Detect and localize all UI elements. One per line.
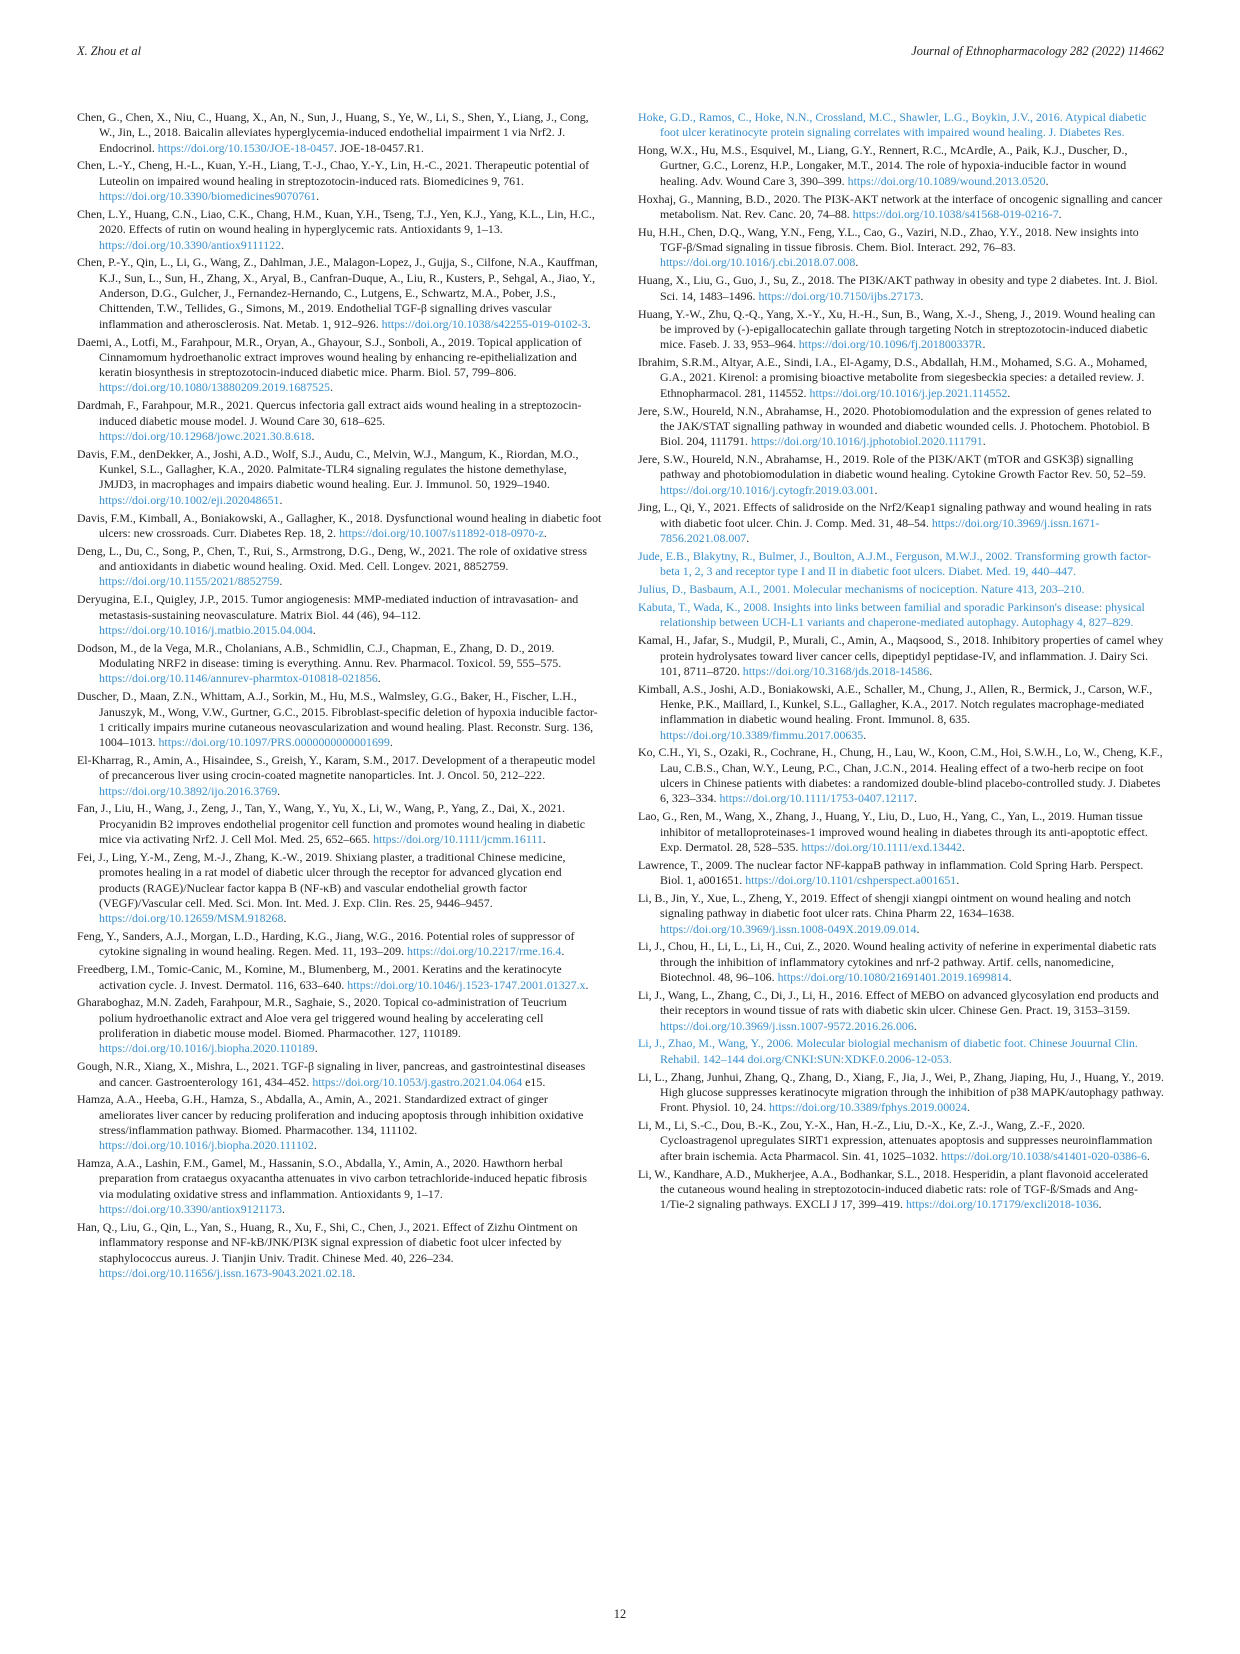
doi-link[interactable]: https://doi.org/10.1038/s41401-020-0386-6 (941, 1148, 1147, 1163)
reference-entry (77, 255, 603, 331)
reference-text: Gharaboghaz, M.N. Zadeh, Farahpour, M.R., Saghaie, S., 2020. Topical co-administration of Teucrium polium hydroethanolic extract and Aloe vera gel triggered wound healing by accelerating cell proliferation in diabetic mouse model. Biomed. Pharmacother. 127, 110189. (77, 995, 567, 1041)
reference-text: Hu, H.H., Chen, D.Q., Wang, Y.N., Feng, Y.L., Cao, G., Vaziri, N.D., Zhao, Y.Y., 2018. New insights into TGF-β/Smad signaling in tissue fibrosis. Chem. Biol. Interact. 292, 76–83. (638, 224, 1139, 255)
reference-entry (638, 192, 1164, 223)
reference-text: Hamza, A.A., Lashin, F.M., Gamel, M., Hassanin, S.O., Abdalla, Y., Amin, A., 2020. Hawthorn herbal preparation from crataegus oxyacantha attenuates in vivo carbon tetrachloride-induced hepatic fibrosis via modulating oxidative stress and inflammation. Antioxidants 9, 1–17. (77, 1156, 587, 1201)
references-column-right (638, 110, 1164, 1215)
reference-text: Huang, X., Liu, G., Guo, J., Su, Z., 2018. The PI3K/AKT pathway in obesity and type 2 diabetes. Int. J. Biol. Sci. 14, 1483–1496. (638, 273, 1158, 303)
reference-text: Kamal, H., Jafar, S., Mudgil, P., Murali, C., Amin, A., Maqsood, S., 2018. Inhibitory properties of camel whey protein hydrolysates toward liver cancer cells, dipeptidyl peptidase-IV, and inflammation. J. Dairy Sci. 101, 8711–8720. (638, 633, 1164, 678)
doi-link[interactable]: https://doi.org/10.1016/j.biopha.2020.110189 (99, 1041, 315, 1056)
reference-entry (638, 809, 1164, 855)
doi-link[interactable]: https://doi.org/10.1007/s11892-018-0970-z (339, 525, 544, 540)
reference-entry[interactable] (638, 549, 1164, 580)
reference-text: Fan, J., Liu, H., Wang, J., Zeng, J., Tan, Y., Wang, Y., Yu, X., Li, W., Wang, P., Yang, Z., Dai, X., 2021. Procyanidin B2 improves endothelial progenitor cell function and promotes wound healing in diabetic mice via activating Nrf2. J. Cell Mol. Med. 25, 652–665. (77, 801, 586, 847)
reference-suffix: . (920, 288, 924, 303)
reference-entry (77, 641, 603, 687)
reference-text: Huang, Y.-W., Zhu, Q.-Q., Yang, X.-Y., Xu, H.-H., Sun, B., Wang, X.-J., Sheng, J., 2019. Wound healing can be improved by (-)-epigallocatechin gallate through targeting Notch in streptozotocin-induced diabetic mice. Faseb. J. 33, 953–964. (638, 306, 1156, 352)
reference-text: Hamza, A.A., Heeba, G.H., Hamza, S., Abdalla, A., Amin, A., 2021. Standardized extract of ginger ameliorates liver cancer by reducing proliferation and inducing apoptosis through inhibition oxidative stress/inflammation pathway. Biomed. Pharmacother. 134, 111102. (77, 1092, 584, 1137)
doi-link[interactable]: https://doi.org/10.1016/j.jep.2021.114552 (809, 385, 1008, 400)
reference-entry (638, 1167, 1164, 1213)
reference-entry[interactable] (638, 1036, 1164, 1067)
reference-suffix: . (863, 727, 867, 742)
reference-suffix: . (281, 237, 285, 252)
reference-text: Jere, S.W., Houreld, N.N., Abrahamse, H., 2020. Photobiomodulation and the expression of genes related to the JAK/STAT signalling pathway in wounded and diabetic wounded cells. J. Photochem. Photobiol. B Biol. 204, 111791. (638, 403, 1152, 449)
reference-entry (638, 988, 1164, 1034)
page-number: 12 (613, 1607, 627, 1621)
reference-entry (77, 929, 603, 960)
doi-link[interactable]: https://doi.org/10.3390/biomedicines9070761 (99, 189, 317, 204)
doi-link[interactable]: https://doi.org/10.1002/eji.202048651 (99, 492, 280, 507)
doi-link[interactable]: https://doi.org/10.1046/j.1523-1747.2001.01327.x (347, 977, 586, 992)
reference-suffix: . (585, 977, 589, 992)
reference-entry (638, 682, 1164, 743)
doi-link[interactable]: https://doi.org/10.2217/rme.16.4 (407, 944, 562, 959)
doi-link[interactable]: https://doi.org/10.1111/jcmm.16111 (373, 832, 543, 847)
doi-link[interactable]: https://doi.org/10.1016/j.cbi.2018.07.008 (660, 255, 856, 270)
reference-text: Davis, F.M., denDekker, A., Joshi, A.D., Wolf, S.J., Audu, C., Melvin, W.J., Mangum, K., Riordan, M.O., Kunkel, S.L., Gallagher, K.A., 2020. Palmitate-TLR4 signaling regulates the histone demethylase, JMJD3, in macrophages and impairs diabetic wound healing. Eur. J. Immunol. 50, 1929–1940. (77, 446, 579, 492)
header-journal: Journal of Ethnopharmacology 282 (2022) 114662 (911, 44, 1164, 58)
reference-entry (638, 1070, 1164, 1116)
reference-entry (638, 633, 1164, 679)
reference-entry (77, 544, 603, 590)
reference-entry (77, 962, 603, 993)
reference-text: Chen, P.-Y., Qin, L., Li, G., Wang, Z., Dahlman, J.E., Malagon-Lopez, J., Gujja, S., Cilfone, N.A., Kauffman, K.J., Sun, L., Sun, H., Zhang, X., Aryal, B., Canfran-Duque, A., Liu, R., Kusters, P., Sehgal, A., Jiao, Y., Anderson, D.G., Gulcher, J., Fernandez-Hernando, C., Lutgens, E., Schwartz, M.A., Pober, J.S., Chittenden, T.W., Tellides, G., Simons, M., 2019. Endothelial TGF-β signalling drives vascular inflammation and atherosclerosis. Nat. Metab. 1, 912–926. (77, 255, 598, 331)
reference-entry (77, 398, 603, 444)
reference-entry (638, 858, 1164, 889)
doi-link[interactable]: https://doi.org/10.12968/jowc.2021.30.8.618 (99, 428, 312, 443)
reference-suffix: . (377, 671, 381, 686)
doi-link[interactable]: https://doi.org/10.1016/j.cytogfr.2019.03.001 (660, 482, 875, 497)
reference-entry (638, 891, 1164, 937)
reference-text: Ko, C.H., Yi, S., Ozaki, R., Cochrane, H., Chung, H., Lau, W., Koon, C.M., Hoi, S.W.H., Lo, W., Cheng, K.F., Lau, C.B.S., Chan, W.Y., Leung, P.C., Chan, J.C.N., 2014. Healing effect of a two-herb recipe on foot ulcers in Chinese patients with diabetes: a randomized double-blind placebo-controlled study. J. Diabetes 6, 323–334. (638, 745, 1163, 806)
doi-link[interactable]: https://doi.org/10.1016/j.jphotobiol.2020.111791 (750, 434, 983, 449)
doi-link[interactable]: https://doi.org/10.1530/JOE-18-0457 (157, 140, 334, 155)
doi-link[interactable]: https://doi.org/10.3389/fimmu.2017.00635 (660, 727, 864, 742)
reference-suffix: . (312, 622, 316, 637)
reference-suffix: . (916, 921, 920, 936)
reference-text: Julius, D., Basbaum, A.I., 2001. Molecular mechanisms of nociception. Nature 413, 203–210. (638, 582, 1085, 597)
doi-link[interactable]: https://doi.org/10.7150/ijbs.27173 (758, 288, 921, 303)
reference-suffix: . (929, 663, 933, 678)
reference-text: Jere, S.W., Houreld, N.N., Abrahamse, H., 2019. Role of the PI3K/AKT (mTOR and GSK3β) signalling pathway and photobiomodulation in diabetic wound healing. Cytokine Growth Factor Rev. 50, 52–59. (638, 451, 1147, 482)
reference-suffix: . (982, 434, 986, 449)
reference-text: Li, J., Zhao, M., Wang, Y., 2006. Molecular biologial mechanism of diabetic foot. Chinese Jouurnal Clin. Rehabil. 142–144 doi.org/CNKI:SUN:XDKF.0.2006-12-053. (638, 1036, 1138, 1066)
reference-entry (77, 592, 603, 638)
doi-link[interactable]: https://doi.org/10.3389/fphys.2019.00024 (769, 1100, 967, 1115)
reference-entry (638, 225, 1164, 271)
reference-suffix: . (982, 337, 986, 352)
reference-entry (77, 1092, 603, 1153)
reference-text: Han, Q., Liu, G., Qin, L., Yan, S., Huang, R., Xu, F., Shi, C., Chen, J., 2021. Effect of Zizhu Ointment on inflammatory response and NF-kB/JNK/PI3K signal expression of diabetic foot ulcer infected by staphylococcus aureus. J. Tianjin Univ. Tradit. Chinese Med. 40, 226–234. (77, 1219, 578, 1265)
reference-entry (77, 110, 603, 156)
reference-suffix: . (352, 1265, 356, 1280)
reference-text: Fei, J., Ling, Y.-M., Zeng, M.-J., Zhang, K.-W., 2019. Shixiang plaster, a traditional Chinese medicine, promotes healing in a rat model of diabetic ulcer through the receptor for advanced glycation end products (RAGE)/Nuclear factor kappa B (NF-κB) and vascular endothelial growth factor (VEGF)/Vascular cell. Med. Sci. Mon. Int. Med. J. Exp. Clin. Res. 25, 9446–9457. (77, 849, 566, 910)
reference-text: Jude, E.B., Blakytny, R., Bulmer, J., Boulton, A.J.M., Ferguson, M.W.J., 2002. Transforming growth factor-beta 1, 2, 3 and receptor type I and II in diabetic foot ulcers. Diabet. Med. 19, 440–447. (638, 548, 1152, 579)
reference-text: El-Kharrag, R., Amin, A., Hisaindee, S., Greish, Y., Karam, S.M., 2017. Development of a therapeutic model of precancerous liver using crocin-coated magnetite nanoparticles. Int. J. Oncol. 50, 212–222. (77, 753, 596, 783)
doi-link[interactable]: https://doi.org/10.3969/j.issn.1008-049X.2019.09.014 (660, 921, 917, 936)
doi-link[interactable]: https://doi.org/10.3892/ijo.2016.3769 (99, 783, 278, 798)
reference-suffix: . (913, 1018, 917, 1033)
reference-entry (638, 745, 1164, 806)
reference-entry (638, 1118, 1164, 1164)
reference-suffix: . (1008, 970, 1012, 985)
reference-suffix: . (279, 574, 283, 589)
doi-link[interactable]: https://doi.org/10.1155/2021/8852759 (99, 574, 280, 589)
header-authors: X. Zhou et al (77, 44, 142, 58)
reference-entry (638, 939, 1164, 985)
reference-text: Li, J., Wang, L., Zhang, C., Di, J., Li, H., 2016. Effect of MEBO on advanced glycosylation end products and their receptors in wound tissue of rats with diabetic skin ulcer. Chinese Gen. Pract. 19, 3153–3159. (638, 987, 1159, 1018)
reference-entry (638, 500, 1164, 546)
reference-text: Feng, Y., Sanders, A.J., Morgan, L.D., Harding, K.G., Jiang, W.G., 2016. Potential roles of suppressor of cytokine signaling in wound healing. Regen. Med. 11, 193–209. (77, 929, 575, 959)
doi-link[interactable]: https://doi.org/10.1089/wound.2013.0520 (847, 173, 1046, 188)
reference-text: Li, L., Zhang, Junhui, Zhang, Q., Zhang, D., Xiang, F., Jia, J., Wei, P., Zhang, Jiaping, Hu, J., Huang, Y., 2019. High glucose suppresses keratinocyte migration through the inhibition of p38 MAPK/autophagy pathway. Front. Physiol. 10, 24. (638, 1069, 1164, 1115)
reference-suffix: . (746, 531, 750, 546)
reference-text: Li, B., Jin, Y., Xue, L., Zheng, Y., 2019. Effect of shengji xiangpi ointment on wound healing and notch signaling pathway in diabetic foot ulcer rats. China Pharm 22, 1634–1638. (638, 890, 1131, 921)
doi-link[interactable]: https://doi.org/10.1080/13880209.2019.1687525 (99, 380, 330, 395)
reference-entry (638, 355, 1164, 401)
doi-link[interactable]: https://doi.org/10.1016/j.biopha.2020.111102 (99, 1138, 314, 1153)
reference-suffix: . (1098, 1197, 1102, 1212)
reference-suffix: . (1058, 206, 1062, 221)
reference-text: Dardmah, F., Farahpour, M.R., 2021. Quercus infectoria gall extract aids wound healing in a streptozocin-induced diabetic mouse model. J. Wound Care 30, 618–625. (77, 398, 582, 428)
doi-link[interactable]: https://doi.org/10.1097/PRS.0000000000001699 (158, 735, 390, 750)
doi-link[interactable]: https://doi.org/10.1053/j.gastro.2021.04.064 (312, 1074, 523, 1089)
reference-suffix: . (1045, 173, 1049, 188)
doi-link[interactable]: https://doi.org/10.3969/j.issn.1671-7856.2021.08.007 (660, 515, 1100, 546)
reference-text: Hoke, G.D., Ramos, C., Hoke, N.N., Crossland, M.C., Shawler, L.G., Boykin, J.V., 2016. Atypical diabetic foot ulcer keratinocyte protein signaling correlates with impaired wound healing. J. Diabetes Res. (638, 110, 1147, 140)
reference-entry (77, 995, 603, 1056)
reference-entry (77, 158, 603, 204)
reference-suffix: . (311, 428, 315, 443)
reference-suffix: e15. (522, 1074, 546, 1089)
reference-suffix: . (1146, 1148, 1150, 1163)
reference-text: Jing, L., Qi, Y., 2021. Effects of salidroside on the Nrf2/Keap1 signaling pathway and wound healing in rats with diabetic foot ulcer. Chin. J. Comp. Med. 31, 48–54. (638, 500, 1152, 530)
reference-text: Freedberg, I.M., Tomic-Canic, M., Komine, M., Blumenberg, M., 2001. Keratins and the keratinocyte activation cycle. J. Invest. Dermatol. 116, 633–640. (77, 962, 562, 992)
reference-suffix: . (316, 189, 320, 204)
doi-link[interactable]: https://doi.org/10.3168/jds.2018-14586 (742, 663, 930, 678)
doi-link[interactable]: https://doi.org/10.3390/antiox9111122 (99, 237, 282, 252)
reference-text: Kimball, A.S., Joshi, A.D., Boniakowski, A.E., Schaller, M., Chung, J., Allen, R., Bermick, J., Carson, W.F., Henke, P.K., Maillard, I., Kunkel, S.L., Gallagher, K.A., 2017. Notch regulates macrophage-mediated inflammation in diabetic wound healing. Front. Immunol. 8, 635. (638, 681, 1153, 727)
reference-suffix: . (314, 1041, 318, 1056)
reference-suffix: . (277, 783, 281, 798)
doi-link[interactable]: https://doi.org/10.1146/annurev-pharmtox-010818-021856 (99, 671, 378, 686)
reference-text: Daemi, A., Lotfi, M., Farahpour, M.R., Oryan, A., Ghayour, S.J., Sonboli, A., 2019. Topical application of Cinnamomum hydroethanolic extract improves wound healing by enhancing re-epithelialization and keratin biosynthesis in streptozotocin-induced diabetic mice. Pharm. Biol. 57, 799–806. (77, 334, 582, 380)
reference-suffix: . (282, 1202, 285, 1217)
reference-suffix: . (956, 873, 960, 888)
doi-link[interactable]: https://doi.org/10.1111/1753-0407.12117 (719, 791, 914, 806)
reference-suffix: . JOE-18-0457.R1. (333, 140, 424, 155)
reference-entry (77, 447, 603, 508)
reference-text: Chen, G., Chen, X., Niu, C., Huang, X., An, N., Sun, J., Huang, S., Ye, W., Li, S., Shen, Y., Liang, J., Cong, W., Jin, L., 2018. Baicalin alleviates hyperglycemia-induced endothelial impairment 1 via Nrf2. J. Endocrinol. (77, 110, 589, 155)
reference-text: Gough, N.R., Xiang, X., Mishra, L., 2021. TGF-β signaling in liver, pancreas, and gastrointestinal diseases and cancer. Gastroenterology 161, 434–452. (77, 1059, 586, 1089)
reference-entry (638, 143, 1164, 189)
reference-entry (77, 753, 603, 799)
reference-text: Hoxhaj, G., Manning, B.D., 2020. The PI3K-AKT network at the interface of oncogenic signalling and cancer metabolism. Nat. Rev. Canc. 20, 74–88. (638, 191, 1163, 221)
reference-suffix: . (279, 492, 283, 507)
reference-text: Deng, L., Du, C., Song, P., Chen, T., Rui, S., Armstrong, D.G., Deng, W., 2021. The role of oxidative stress and antioxidants in diabetic wound healing. Oxid. Med. Cell. Longev. 2021, 8852759. (77, 543, 587, 574)
doi-link[interactable]: https://doi.org/10.3390/antiox9121173 (99, 1202, 282, 1217)
doi-link[interactable]: https://doi.org/10.1111/exd.13442 (801, 839, 962, 854)
running-header (77, 44, 1164, 62)
reference-text: Dodson, M., de la Vega, M.R., Cholanians, A.B., Schmidlin, C.J., Chapman, E., Zhang, D. D., 2019. Modulating NRF2 in disease: timing is everything. Annu. Rev. Pharmacol. Toxicol. 59, 555–575. (77, 640, 562, 671)
doi-link[interactable]: https://doi.org/10.1038/s41568-019-0216-7 (852, 206, 1059, 221)
doi-link[interactable]: https://doi.org/10.1080/21691401.2019.1699814 (777, 970, 1009, 985)
reference-entry (77, 1059, 603, 1090)
reference-suffix: . (855, 255, 859, 270)
reference-entry (638, 273, 1164, 304)
reference-text: Kabuta, T., Wada, K., 2008. Insights into links between familial and sporadic Parkinson's disease: physical relationship between UCH-L1 variants and chaperone-mediated autophagy. Autophagy 4, 827–829. (638, 600, 1145, 630)
reference-entry (77, 850, 603, 926)
reference-suffix: . (389, 735, 393, 750)
doi-link[interactable]: https://doi.org/10.17179/excli2018-1036 (905, 1197, 1099, 1212)
reference-suffix: . (587, 316, 591, 331)
reference-suffix: . (313, 1138, 317, 1153)
doi-link[interactable]: https://doi.org/10.3969/j.issn.1007-9572.2016.26.006 (660, 1018, 914, 1033)
reference-suffix: . (874, 482, 878, 497)
reference-text: Ibrahim, S.R.M., Altyar, A.E., Sindi, I.A., El-Agamy, D.S., Abdallah, H.M., Mohamed, S.G. A., Mohamed, G.A., 2021. Kirenol: a promising bioactive metabolite from siegesbeckia species: a detailed review. J. Ethnopharmacol. 281, 114552. (638, 355, 1148, 400)
reference-entry (77, 1156, 603, 1217)
reference-suffix: . (966, 1100, 970, 1115)
reference-entry[interactable] (638, 110, 1164, 141)
reference-suffix: . (561, 944, 565, 959)
reference-text: Lao, G., Ren, M., Wang, X., Zhang, J., Huang, Y., Liu, D., Luo, H., Yang, C., Yan, L., 2019. Human tissue inhibitor of metalloproteinases-1 improved wound healing in diabetes through its anti-apoptotic effect. Exp. Dermatol. 28, 528–535. (638, 809, 1148, 854)
doi-link[interactable]: https://doi.org/10.1016/j.matbio.2015.04.004 (99, 622, 313, 637)
reference-suffix: . (283, 911, 287, 926)
reference-text: Chen, L.-Y., Cheng, H.-L., Kuan, Y.-H., Liang, T.-J., Chao, Y.-Y., Lin, H.-C., 2021. Therapeutic potential of Luteolin on impaired wound healing in streptozotocin-induced rats. Biomedicines 9, 761. (77, 158, 590, 188)
reference-entry (638, 307, 1164, 353)
reference-text: Hong, W.X., Hu, M.S., Esquivel, M., Liang, G.Y., Rennert, R.C., McArdle, A., Paik, K.J., Duscher, D., Gurtner, G.C., Lorenz, H.P., Longaker, M.T., 2014. The role of hypoxia-inducible factor in wound healing. Adv. Wound Care 3, 390–399. (638, 143, 1128, 188)
reference-entry (77, 689, 603, 750)
reference-suffix: . (1007, 385, 1011, 400)
reference-suffix: . (542, 832, 546, 847)
reference-entry (77, 335, 603, 396)
references-column-left (77, 110, 603, 1284)
reference-text: Deryugina, E.I., Quigley, J.P., 2015. Tumor angiogenesis: MMP-mediated induction of intravasation- and metastasis-sustaining neovasculature. Matrix Biol. 44 (46), 94–112. (77, 592, 579, 622)
reference-text: Li, W., Kandhare, A.D., Mukherjee, A.A., Bodhankar, S.L., 2018. Hesperidin, a plant flavonoid accelerated the cutaneous wound healing in streptozotocin-induced diabetic rats: role of TGF-ß/Smads and Ang-1/Tie-2 signaling pathways. EXCLI J 17, 399–419. (638, 1166, 1149, 1212)
reference-entry (77, 207, 603, 253)
reference-entry (77, 801, 603, 847)
reference-text: Duscher, D., Maan, Z.N., Whittam, A.J., Sorkin, M., Hu, M.S., Walmsley, G.G., Baker, H., Fischer, L.H., Januszyk, M., Wong, V.W., Gurtner, G.C., 2015. Fibroblast-specific deletion of hypoxia inducible factor-1 critically impairs murine cutaneous neovascularization and wound healing. Plast. Reconstr. Surg. 136, 1004–1013. (77, 689, 598, 750)
reference-suffix: . (962, 839, 965, 854)
reference-entry (638, 452, 1164, 498)
reference-text: Lawrence, T., 2009. The nuclear factor NF-kappaB pathway in inflammation. Cold Spring Harb. Perspect. Biol. 1, a001651. (638, 857, 1144, 888)
doi-link[interactable]: https://doi.org/10.1101/cshperspect.a001651 (745, 873, 957, 888)
reference-text: Davis, F.M., Kimball, A., Boniakowski, A., Gallagher, K., 2018. Dysfunctional wound healing in diabetic foot ulcers: new crossroads. Curr. Diabetes Rep. 18, 2. (77, 510, 602, 540)
reference-entry[interactable] (638, 600, 1164, 631)
reference-entry (77, 1220, 603, 1281)
doi-link[interactable]: https://doi.org/10.12659/MSM.918268 (99, 911, 284, 926)
reference-text: Li, J., Chou, H., Li, L., Li, H., Cui, Z., 2020. Wound healing activity of neferine in experimental diabetic rats through the inhibition of inflammatory cytokines and nrf-2 pathway. Artif. cells, nanomedicine, Biotechnol. 48, 96–106. (638, 939, 1157, 985)
reference-entry (638, 404, 1164, 450)
reference-entry[interactable] (638, 582, 1164, 597)
doi-link[interactable]: https://doi.org/10.1096/fj.201800337R (798, 337, 983, 352)
reference-entry (77, 511, 603, 542)
reference-text: Li, M., Li, S.-C., Dou, B.-K., Zou, Y.-X., Han, H.-Z., Liu, D.-X., Ke, Z.-J., Wang, Z.-F., 2020. Cycloastragenol upregulates SIRT1 expression, attenuates apoptosis and suppresses neuroinflammation after brain ischemia. Acta Pharmacol. Sin. 41, 1025–1032. (638, 1118, 1153, 1163)
doi-link[interactable]: https://doi.org/10.11656/j.issn.1673-9043.2021.02.18 (99, 1265, 353, 1280)
reference-suffix: . (543, 525, 547, 540)
reference-suffix: . (330, 380, 333, 395)
reference-suffix: . (914, 791, 917, 806)
doi-link[interactable]: https://doi.org/10.1038/s42255-019-0102-3 (381, 316, 588, 331)
reference-text: Chen, L.Y., Huang, C.N., Liao, C.K., Chang, H.M., Kuan, Y.H., Tseng, T.J., Yen, K.J., Yang, K.L., Lin, H.C., 2020. Effects of rutin on wound healing in hyperglycemic rats. Antioxidants 9, 1–13. (77, 206, 595, 237)
